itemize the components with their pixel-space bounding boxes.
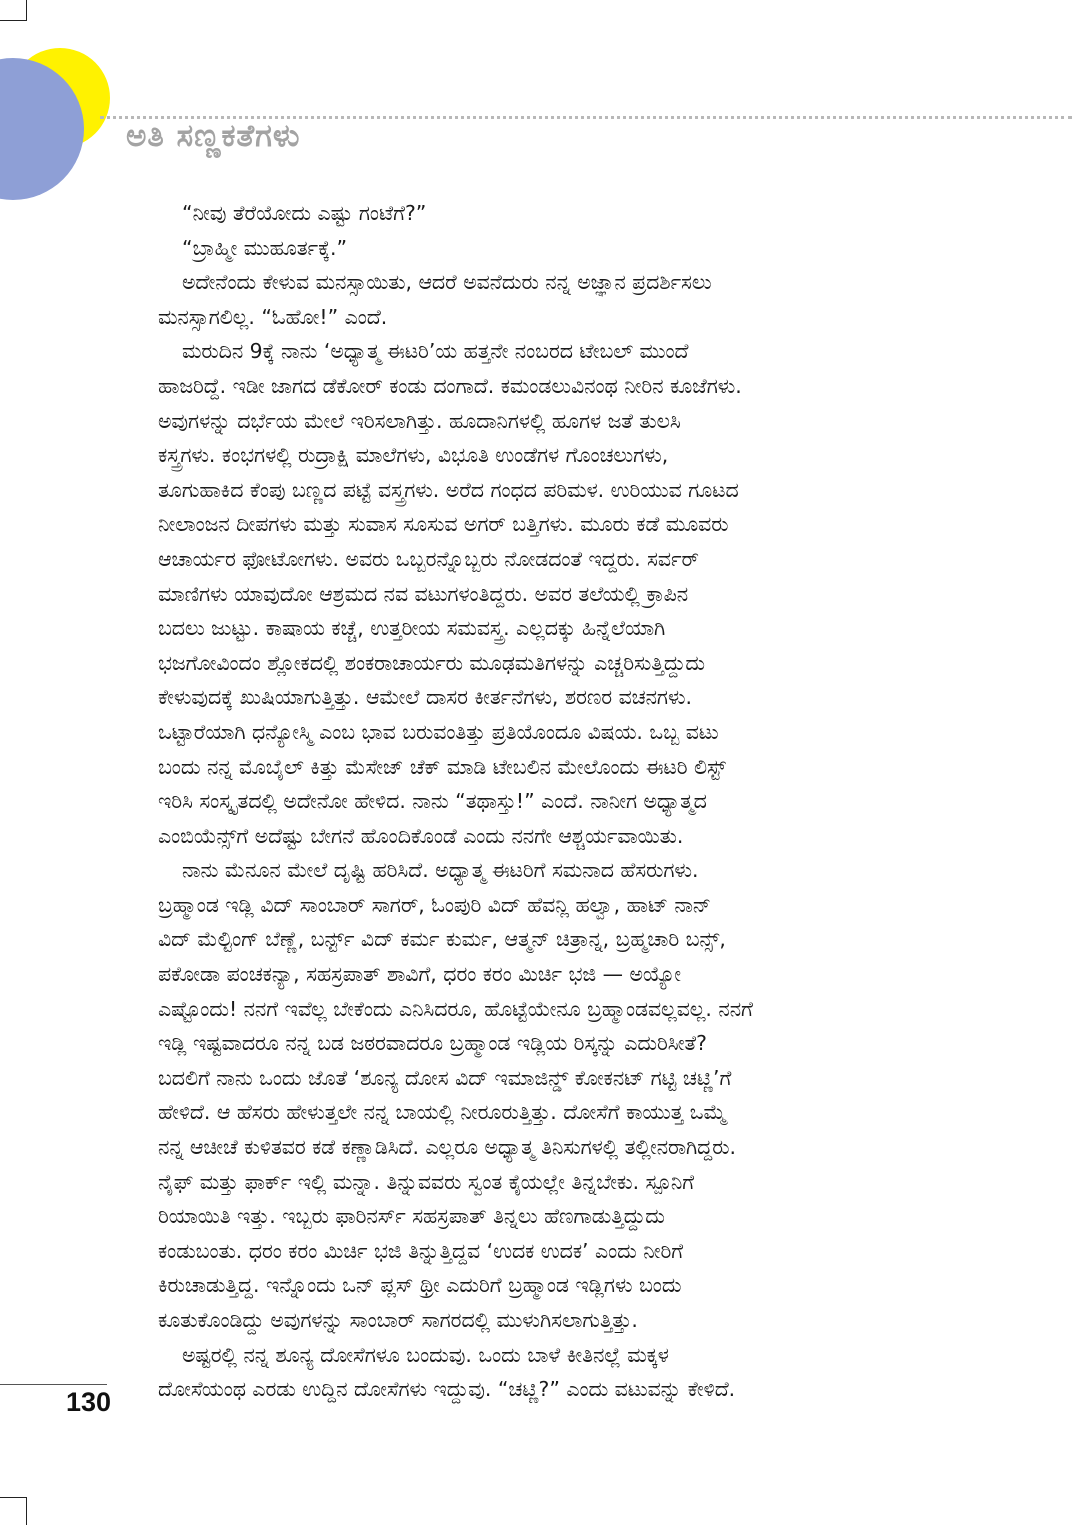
- text-line: ನಾನು ಮೆನೂನ ಮೇಲೆ ದೃಷ್ಟಿ ಹರಿಸಿದೆ. ಅಧ್ಯಾತ್ಮ ಈಟರಿಗೆ ಸಮನಾದ ಹೆಸರುಗಳು.: [182, 858, 699, 883]
- text-line: ಕೂತುಕೊಂಡಿದ್ದು ಅವುಗಳನ್ನು ಸಾಂಬಾರ್ ಸಾಗರದಲ್ಲಿ ಮುಳುಗಿಸಲಾಗುತ್ತಿತ್ತು.: [158, 1308, 638, 1332]
- text-line: ಮನಸ್ಸಾಗಲಿಲ್ಲ. “ಓಹೋ!” ಎಂದೆ.: [158, 304, 388, 329]
- text-line: ಮಾಣಿಗಳು ಯಾವುದೋ ಆಶ್ರಮದ ನವ ವಟುಗಳಂತಿದ್ದರು. ಅವರ ತಲೆಯಲ್ಲಿ ಕ್ರಾಪಿನ: [158, 581, 689, 606]
- page-number: 130: [66, 1387, 112, 1417]
- text-line: ದೋಸೆಯಂಥ ಎರಡು ಉದ್ದಿನ ದೋಸೆಗಳು ಇದ್ದುವು. “ಚಟ್ಣಿ?” ಎಂದು ವಟುವನ್ನು ಕೇಳಿದೆ.: [158, 1377, 736, 1402]
- text-line: ಭಜಗೋವಿಂದಂ ಶ್ಲೋಕದಲ್ಲಿ ಶಂಕರಾಚಾರ್ಯರು ಮೂಢಮತಿಗಳನ್ನು ಎಚ್ಚರಿಸುತ್ತಿದ್ದುದು: [158, 650, 705, 675]
- text-line: ಪಕೋಡಾ ಪಂಚಕನ್ಯಾ, ಸಹಸ್ರಪಾತ್ ಶಾವಿಗೆ, ಧರಂ ಕರಂ ಮಿರ್ಚಿ ಭಜಿ — ಅಯ್ಯೋ: [158, 962, 681, 987]
- text-line: ನೈಫ್ ಮತ್ತು ಫಾರ್ಕ್ ಇಲ್ಲಿ ಮನ್ನಾ. ತಿನ್ನುವವರು ಸ್ವಂತ ಕೈಯಲ್ಲೇ ತಿನ್ನಬೇಕು. ಸ್ಪೂನಿಗೆ: [158, 1169, 695, 1194]
- text-line: ಮರುದಿನ 9ಕ್ಕೆ ನಾನು ‘ಅಧ್ಯಾತ್ಮ ಈಟರಿ’ಯ ಹತ್ತನೇ ನಂಬರದ ಟೇಬಲ್ ಮುಂದೆ: [182, 339, 689, 364]
- text-line: ಬದಲು ಜುಟ್ಟು. ಕಾಷಾಯ ಕಚ್ಚೆ, ಉತ್ತರೀಯ ಸಮವಸ್ತ್ರ. ಎಲ್ಲದಕ್ಕು ಹಿನ್ನೆಲೆಯಾಗಿ: [158, 616, 666, 641]
- text-line: ರಿಯಾಯಿತಿ ಇತ್ತು. ಇಬ್ಬರು ಫಾರಿನರ್ಸ್ ಸಹಸ್ರಪಾತ್ ತಿನ್ನಲು ಹೆಣಗಾಡುತ್ತಿದ್ದುದು: [158, 1204, 665, 1229]
- text-line: ಅವುಗಳನ್ನು ದರ್ಭೆಯ ಮೇಲೆ ಇರಿಸಲಾಗಿತ್ತು. ಹೂದಾನಿಗಳಲ್ಲಿ ಹೂಗಳ ಜತೆ ತುಲಸಿ: [158, 408, 681, 433]
- crop-mark-bottom-horizontal: [0, 1497, 27, 1498]
- section-title: ಅತಿ ಸಣ್ಣಕತೆಗಳು: [126, 118, 301, 154]
- text-line: ಇರಿಸಿ ಸಂಸ್ಕೃತದಲ್ಲಿ ಅದೇನೋ ಹೇಳಿದ. ನಾನು “ತಥಾಸ್ತು!” ಎಂದೆ. ನಾನೀಗ ಅಧ್ಯಾತ್ಮದ: [158, 789, 707, 814]
- text-line: ಕೇಳುವುದಕ್ಕೆ ಖುಷಿಯಾಗುತ್ತಿತ್ತು. ಆಮೇಲೆ ದಾಸರ ಕೀರ್ತನೆಗಳು, ಶರಣರ ವಚನಗಳು.: [158, 685, 693, 710]
- story-text: [158, 196, 928, 1407]
- text-line: ತೂಗುಹಾಕಿದ ಕೆಂಪು ಬಣ್ಣದ ಪಟ್ಟೆ ವಸ್ತ್ರಗಳು. ಅರೆದ ಗಂಧದ ಪರಿಮಳ. ಉರಿಯುವ ಗೂಟದ: [158, 477, 739, 502]
- text-line: ಬದಲಿಗೆ ನಾನು ಒಂದು ಜೊತೆ ‘ಶೂನ್ಯ ದೋಸ ವಿದ್ ಇಮಾಜಿನ್ಡ್ ಕೋಕನಟ್ ಗಟ್ಟಿ ಚಟ್ಣಿ’ಗೆ: [158, 1065, 732, 1090]
- text-line: ಎಂಬಿಯೆನ್ಸ್‌ಗೆ ಅದೆಷ್ಟು ಬೇಗನೆ ಹೊಂದಿಕೊಂಡೆ ಎಂದು ನನಗೇ ಆಶ್ಚರ್ಯವಾಯಿತು.: [158, 823, 684, 848]
- text-line: ಹಾಜರಿದ್ದೆ. ಇಡೀ ಜಾಗದ ಡೆಕೋರ್ ಕಂಡು ದಂಗಾದೆ. ಕಮಂಡಲುವಿನಂಥ ನೀರಿನ ಕೂಜೆಗಳು.: [158, 373, 742, 398]
- crop-mark-bottom-vertical: [26, 1497, 27, 1525]
- text-line: ಹೇಳಿದೆ. ಆ ಹೆಸರು ಹೇಳುತ್ತಲೇ ನನ್ನ ಬಾಯಲ್ಲಿ ನೀರೂರುತ್ತಿತ್ತು. ದೋಸೆಗೆ ಕಾಯುತ್ತ ಒಮ್ಮೆ: [158, 1100, 727, 1125]
- footer-rule: [0, 1384, 107, 1385]
- text-line: ಕಂಡುಬಂತು. ಧರಂ ಕರಂ ಮಿರ್ಚಿ ಭಜಿ ತಿನ್ನುತ್ತಿದ್ದವ ‘ಉದಕ ಉದಕ’ ಎಂದು ನೀರಿಗೆ: [158, 1238, 684, 1263]
- crop-mark-top-horizontal: [0, 20, 27, 21]
- text-line: ಇಡ್ಲಿ ಇಷ್ಟವಾದರೂ ನನ್ನ ಬಡ ಜಠರವಾದರೂ ಬ್ರಹ್ಮಾಂಡ ಇಡ್ಲಿಯ ರಿಸ್ಕನ್ನು ಎದುರಿಸೀತೆ?: [158, 1031, 707, 1056]
- text-line: ಬ್ರಹ್ಮಾಂಡ ಇಡ್ಲಿ ವಿದ್ ಸಾಂಬಾರ್ ಸಾಗರ್, ಓಂಪುರಿ ವಿದ್ ಹೆವನ್ಲಿ ಹಲ್ವಾ, ಹಾಟ್ ನಾನ್: [158, 892, 711, 917]
- text-line: ವಿದ್ ಮೆಲ್ಟಿಂಗ್ ಬೆಣ್ಣೆ, ಬರ್ನ್ಟ್ ವಿದ್ ಕರ್ಮ ಕುರ್ಮ, ಆತ್ಮನ್ ಚಿತ್ರಾನ್ನ, ಬ್ರಹ್ಮಚಾರಿ ಬನ್ಸ್,: [158, 927, 726, 952]
- text-line: ಬಂದು ನನ್ನ ಮೊಬೈಲ್ ಕಿತ್ತು ಮೆಸೇಜ್ ಚೆಕ್ ಮಾಡಿ ಟೇಬಲಿನ ಮೇಲೊಂದು ಈಟರಿ ಲಿಸ್ಟ್: [158, 754, 726, 779]
- text-line: ನನ್ನ ಆಚೀಚೆ ಕುಳಿತವರ ಕಡೆ ಕಣ್ಣಾಡಿಸಿದೆ. ಎಲ್ಲರೂ ಅಧ್ಯಾತ್ಮ ತಿನಿಸುಗಳಲ್ಲಿ ತಲ್ಲೀನರಾಗಿದ್ದರು.: [158, 1135, 736, 1160]
- text-line: ಕಿರುಚಾಡುತ್ತಿದ್ದ. ಇನ್ನೊಂದು ಒನ್ ಪ್ಲಸ್ ಥ್ರೀ ಎದುರಿಗೆ ಬ್ರಹ್ಮಾಂಡ ಇಡ್ಲಿಗಳು ಬಂದು: [158, 1273, 682, 1298]
- text-line: ಆಚಾರ್ಯರ ಫೋಟೋಗಳು. ಅವರು ಒಬ್ಬರನ್ನೊಬ್ಬರು ನೋಡದಂತೆ ಇದ್ದರು. ಸರ್ವರ್: [158, 546, 699, 571]
- text-line: “ಬ್ರಾಹ್ಮೀ ಮುಹೂರ್ತಕ್ಕೆ.”: [182, 235, 348, 260]
- text-line: ಅದೇನೆಂದು ಕೇಳುವ ಮನಸ್ಸಾಯಿತು, ಆದರೆ ಅವನೆದುರು ನನ್ನ ಅಜ್ಞಾನ ಪ್ರದರ್ಶಿಸಲು: [182, 270, 712, 295]
- text-line: ಒಟ್ಟಾರೆಯಾಗಿ ಧನ್ಯೋಸ್ಮಿ ಎಂಬ ಭಾವ ಬರುವಂತಿತ್ತು ಪ್ರತಿಯೊಂದೂ ವಿಷಯ. ಒಬ್ಬ ವಟು: [158, 719, 719, 744]
- text-line: ಎಷ್ಟೊಂದು! ನನಗೆ ಇವೆಲ್ಲ ಬೇಕೆಂದು ಎನಿಸಿದರೂ, ಹೊಟ್ಟೆಯೇನೂ ಬ್ರಹ್ಮಾಂಡವಲ್ಲವಲ್ಲ. ನನಗೆ: [158, 996, 753, 1021]
- crop-mark-top-vertical: [26, 0, 27, 20]
- text-line: ಕಸ್ತ್ರಗಳು. ಕಂಭಗಳಲ್ಲಿ ರುದ್ರಾಕ್ಷಿ ಮಾಲೆಗಳು, ವಿಭೂತಿ ಉಂಡೆಗಳ ಗೊಂಚಲುಗಳು,: [158, 443, 669, 468]
- text-line: ಅಷ್ಟರಲ್ಲಿ ನನ್ನ ಶೂನ್ಯ ದೋಸೆಗಳೂ ಬಂದುವು. ಒಂದು ಬಾಳೆ ಕೀತಿನಲ್ಲೆ ಮಕ್ಕಳ: [182, 1342, 669, 1367]
- text-line: “ನೀವು ತೆರೆಯೋದು ಎಷ್ಟು ಗಂಟೆಗೆ?”: [182, 201, 427, 225]
- text-line: ನೀಲಾಂಜನ ದೀಪಗಳು ಮತ್ತು ಸುವಾಸ ಸೂಸುವ ಅಗರ್ ಬತ್ತಿಗಳು. ಮೂರು ಕಡೆ ಮೂವರು: [158, 512, 729, 537]
